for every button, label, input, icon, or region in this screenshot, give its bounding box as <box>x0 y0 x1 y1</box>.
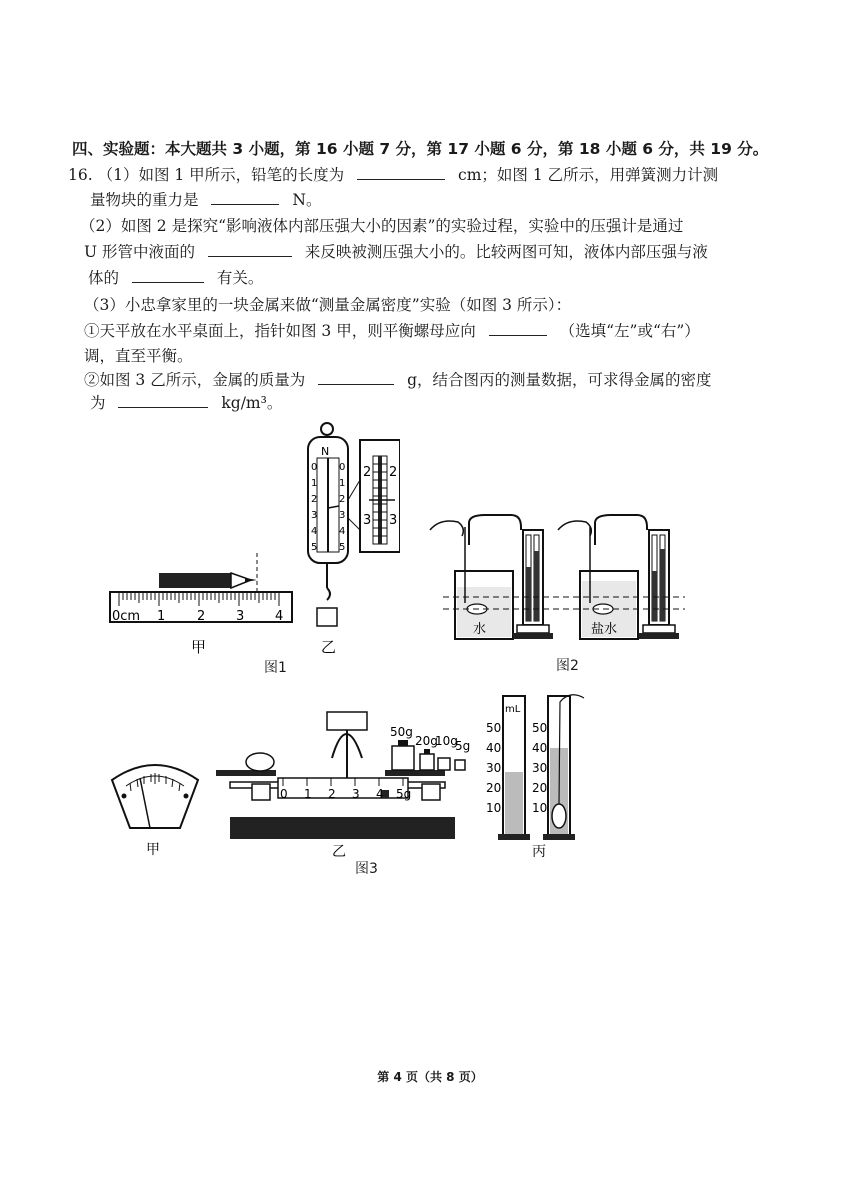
zoom-mark: 3 <box>389 513 398 528</box>
figure-3-caption: 图3 <box>355 861 378 877</box>
beam-mark: 0 <box>280 787 288 801</box>
answer-blank-density[interactable] <box>118 393 208 408</box>
spring-mark: 2 <box>339 494 346 505</box>
zoom-mark: 2 <box>363 465 372 480</box>
q16-text: 有关。 <box>216 269 264 287</box>
q16-line-4 <box>84 242 708 262</box>
spring-mark: 4 <box>339 526 346 537</box>
page-footer: 第 4 页（共 8 页） <box>377 1070 483 1084</box>
ruler-label: 0cm <box>112 609 141 624</box>
cyl-unit: mL <box>505 704 521 715</box>
spring-mark: 2 <box>311 494 318 505</box>
spring-mark: 1 <box>311 478 318 489</box>
cyl-mark: 20 <box>532 781 548 795</box>
q16-text: 体的 <box>88 269 120 287</box>
pencil <box>159 553 257 592</box>
spring-mark: 0 <box>339 462 346 473</box>
beam-mark: 2 <box>328 787 336 801</box>
q16-line-2 <box>90 190 321 210</box>
q16-line-6: （3）小忠拿家里的一块金属来做“测量金属密度”实验（如图 3 所示）： <box>84 296 572 314</box>
zoom-mark: 3 <box>363 513 372 528</box>
q16-text: N。 <box>292 191 322 209</box>
liquid-label-saltwater: 盐水 <box>591 622 618 637</box>
cyl-mark: 50 <box>532 721 548 735</box>
answer-blank-pencil-length[interactable] <box>357 165 445 180</box>
q16-line-3: （2）如图 2 是探究“影响液体内部压强大小的因素”的实验过程，实验中的压强计是通过 <box>80 217 684 235</box>
figure-1-caption: 图1 <box>264 660 287 676</box>
beam-mark: 4 <box>376 787 384 801</box>
q16-text: ②如图 3 乙所示，金属的质量为 <box>84 371 306 389</box>
section-heading: 四、实验题：本大题共 3 小题，第 16 小题 7 分，第 17 小题 6 分，第 18 小题 6 分，共 19 分。 <box>72 140 769 158</box>
figure-2-caption: 图2 <box>556 658 579 674</box>
cyl-mark: 30 <box>486 761 502 775</box>
cyl-mark: 40 <box>532 741 548 755</box>
graduated-cylinders <box>486 695 584 840</box>
fig3-jia-label: 甲 <box>146 842 160 858</box>
spring-mark: 5 <box>339 542 346 553</box>
cyl-mark: 10 <box>532 801 548 815</box>
cyl-mark: 20 <box>486 781 502 795</box>
liquid-label-water: 水 <box>473 622 487 637</box>
q16-text: cm；如图 1 乙所示，用弹簧测力计测 <box>458 166 719 184</box>
figure-3 <box>100 690 610 865</box>
figure-1 <box>105 420 400 685</box>
ruler-label: 2 <box>197 609 206 624</box>
q16-line-7 <box>84 321 700 341</box>
q16-line-1 <box>68 165 718 185</box>
spring-mark: 3 <box>339 510 346 521</box>
cyl-mark: 30 <box>532 761 548 775</box>
q16-text: 16. （1）如图 1 甲所示，铅笔的长度为 <box>68 166 345 184</box>
fig3-bing-label: 丙 <box>532 844 546 860</box>
ruler-label: 1 <box>157 609 166 624</box>
fig1-yi-label: 乙 <box>321 638 337 656</box>
weight-label: 10g <box>435 734 458 748</box>
balance <box>216 712 470 839</box>
fig3-yi-label: 乙 <box>332 844 346 860</box>
spring-scale-zoom <box>360 440 400 552</box>
q16-text: 为 <box>90 394 106 412</box>
beam-mark: 1 <box>304 787 312 801</box>
q16-text: 来反映被测压强大小的。比较两图可知，液体内部压强与液 <box>304 243 708 261</box>
q16-line-8: 调，直至平衡。 <box>84 347 193 365</box>
zoom-mark: 2 <box>389 465 398 480</box>
ruler <box>110 592 292 624</box>
weight-label: 5g <box>455 739 471 753</box>
beam-mark: 3 <box>352 787 360 801</box>
q16-text: U 形管中液面的 <box>84 243 195 261</box>
q16-text: （选填“左”或“右”） <box>559 322 700 340</box>
balance-pointer-dial <box>112 765 198 828</box>
spring-mark: 5 <box>311 542 318 553</box>
answer-blank-direction[interactable] <box>489 321 547 336</box>
q16-text: g，结合图丙的测量数据，可求得金属的密度 <box>407 371 712 389</box>
answer-blank-factor[interactable] <box>132 268 204 283</box>
beam-mark: 5g <box>396 787 412 801</box>
spring-mark: 0 <box>311 462 318 473</box>
spring-unit: N <box>321 445 330 458</box>
ruler-label: 3 <box>236 609 245 624</box>
q16-line-10 <box>90 393 282 413</box>
q16-line-5 <box>88 268 263 288</box>
spring-scale <box>308 423 360 626</box>
spring-mark: 3 <box>311 510 318 521</box>
q16-text: kg/m³。 <box>221 394 283 412</box>
fig1-jia-label: 甲 <box>191 638 207 656</box>
cyl-mark: 50 <box>486 721 502 735</box>
pressure-gauge-water <box>430 515 553 639</box>
weight-label: 20g <box>415 734 438 748</box>
cyl-mark: 10 <box>486 801 502 815</box>
ruler-label: 4 <box>275 609 284 624</box>
answer-blank-liquid-level[interactable] <box>208 242 292 257</box>
weight-label: 50g <box>390 725 413 739</box>
spring-mark: 1 <box>339 478 346 489</box>
cyl-mark: 40 <box>486 741 502 755</box>
q16-text: ①天平放在水平桌面上，指针如图 3 甲，则平衡螺母应向 <box>84 322 476 340</box>
figure-2 <box>425 505 690 650</box>
q16-line-9 <box>84 370 712 390</box>
pressure-gauge-saltwater <box>558 515 679 639</box>
spring-mark: 4 <box>311 526 318 537</box>
answer-blank-mass[interactable] <box>318 370 394 385</box>
q16-text: 量物块的重力是 <box>90 191 199 209</box>
answer-blank-weight[interactable] <box>211 190 279 205</box>
